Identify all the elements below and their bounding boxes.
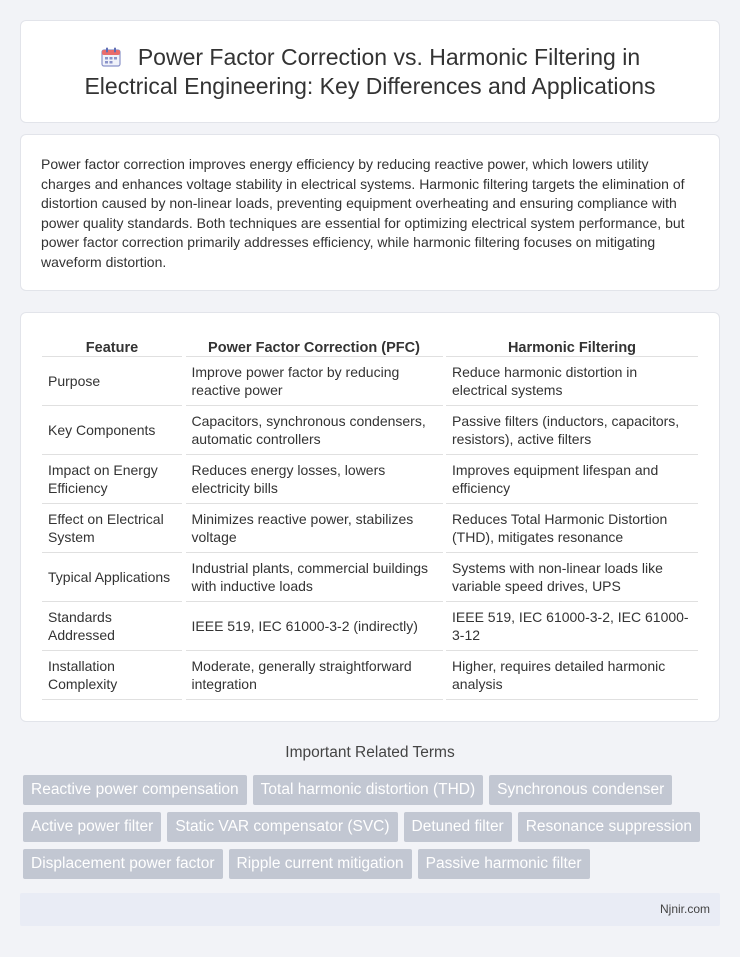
table-row	[42, 602, 698, 651]
table-cell-pfc: IEEE 519, IEC 61000-3-2 (indirectly)	[186, 602, 443, 651]
table-cell-harmonic: IEEE 519, IEC 61000-3-2, IEC 61000-3-12	[446, 602, 698, 651]
related-terms-list	[23, 775, 723, 886]
tag-reactive-power-compensation[interactable]: Reactive power compensation	[23, 775, 247, 805]
table-cell-pfc: Industrial plants, commercial buildings with inductive loads	[186, 553, 443, 602]
tag-row	[23, 775, 723, 805]
table-cell-pfc: Moderate, generally straightforward integration	[186, 651, 443, 700]
tag-static-var-compensator[interactable]: Static VAR compensator (SVC)	[167, 812, 397, 842]
tag-synchronous-condenser[interactable]: Synchronous condenser	[489, 775, 672, 805]
table-cell-feature: Key Components	[42, 406, 182, 455]
table-cell-harmonic: Passive filters (inductors, capacitors, resistors), active filters	[446, 406, 698, 455]
footer	[20, 893, 720, 926]
table-cell-feature: Effect on Electrical System	[42, 504, 182, 553]
table-cell-feature: Purpose	[42, 357, 182, 406]
table-row	[42, 357, 698, 406]
table-cell-pfc: Reduces energy losses, lowers electricity bills	[186, 455, 443, 504]
table-cell-harmonic: Reduces Total Harmonic Distortion (THD), mitigates resonance	[446, 504, 698, 553]
table-cell-feature: Typical Applications	[42, 553, 182, 602]
table-header-feature: Feature	[42, 333, 182, 357]
table-cell-pfc: Improve power factor by reducing reactive power	[186, 357, 443, 406]
tag-active-power-filter[interactable]: Active power filter	[23, 812, 161, 842]
page-title	[51, 43, 689, 101]
table-cell-harmonic: Reduce harmonic distortion in electrical systems	[446, 357, 698, 406]
intro-card	[20, 134, 720, 291]
table-cell-harmonic: Systems with non-linear loads like variable speed drives, UPS	[446, 553, 698, 602]
table-row	[42, 406, 698, 455]
table-row	[42, 553, 698, 602]
intro-paragraph: Power factor correction improves energy efficiency by reducing reactive power, which lowers utility charges and enhances voltage stability in electrical systems. Harmonic filtering targets the elimination of distortion caused by non-linear loads, preventing equipment overheating and ensuring compliance with power quality standards. Both techniques are essential for optimizing electrical system performance, but power factor correction primarily addresses efficiency, while harmonic filtering focuses on mitigating waveform distortion.	[41, 156, 685, 270]
table-cell-pfc: Capacitors, synchronous condensers, automatic controllers	[186, 406, 443, 455]
table-header-pfc: Power Factor Correction (PFC)	[186, 333, 443, 357]
table-cell-feature: Standards Addressed	[42, 602, 182, 651]
tag-total-harmonic-distortion[interactable]: Total harmonic distortion (THD)	[253, 775, 483, 805]
calendar-icon	[100, 46, 122, 68]
tag-displacement-power-factor[interactable]: Displacement power factor	[23, 849, 223, 879]
tag-detuned-filter[interactable]: Detuned filter	[404, 812, 512, 842]
table-row	[42, 455, 698, 504]
footer-site-link[interactable]: Njnir.com	[659, 902, 710, 916]
tag-ripple-current-mitigation[interactable]: Ripple current mitigation	[229, 849, 412, 879]
tag-row	[23, 849, 723, 879]
tag-row	[23, 812, 723, 842]
comparison-table-card	[20, 312, 720, 722]
table-row	[42, 651, 698, 700]
table-row	[42, 504, 698, 553]
comparison-table	[42, 333, 698, 700]
tag-passive-harmonic-filter[interactable]: Passive harmonic filter	[418, 849, 590, 879]
page-title-text: Power Factor Correction vs. Harmonic Filtering in Electrical Engineering: Key Differences and Applications	[84, 43, 656, 99]
related-terms-title: Important Related Terms	[285, 744, 455, 761]
table-cell-harmonic: Higher, requires detailed harmonic analysis	[446, 651, 698, 700]
title-card	[20, 20, 720, 123]
table-cell-feature: Installation Complexity	[42, 651, 182, 700]
table-cell-harmonic: Improves equipment lifespan and efficiency	[446, 455, 698, 504]
table-header-harmonic: Harmonic Filtering	[446, 333, 698, 357]
table-header-row	[42, 333, 698, 357]
table-cell-feature: Impact on Energy Efficiency	[42, 455, 182, 504]
tag-resonance-suppression[interactable]: Resonance suppression	[518, 812, 700, 842]
table-cell-pfc: Minimizes reactive power, stabilizes voltage	[186, 504, 443, 553]
